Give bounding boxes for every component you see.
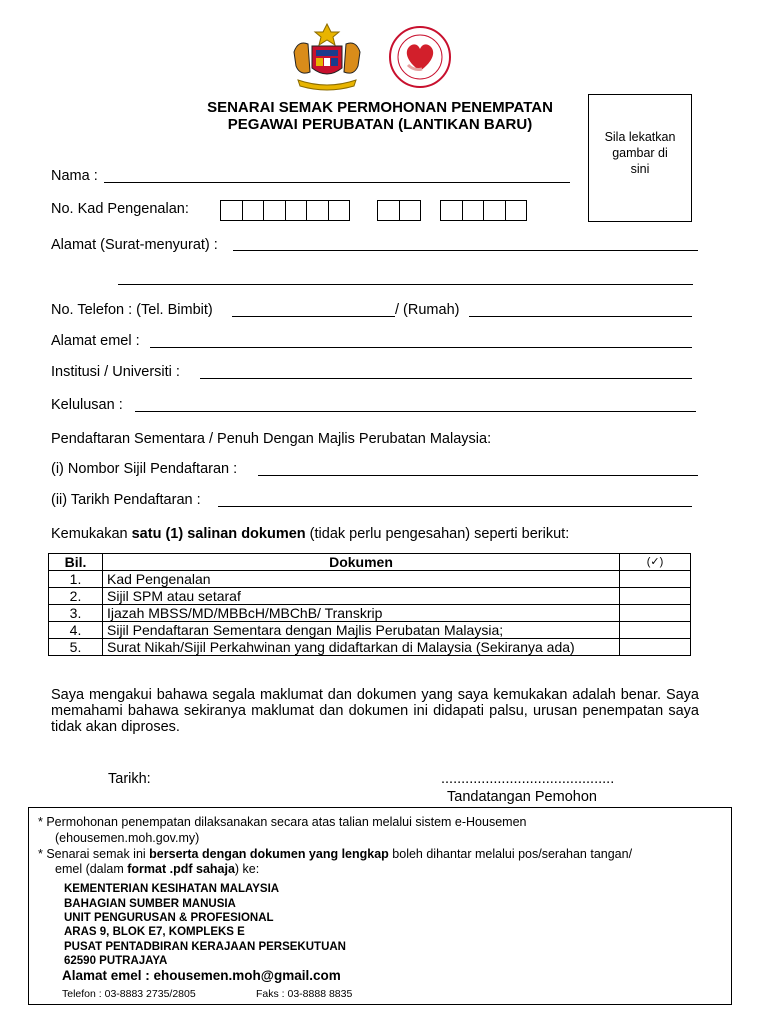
header-check: (✓) bbox=[620, 554, 691, 571]
email-line: Alamat emel : ehousemen.moh@gmail.com bbox=[62, 968, 341, 983]
table-row bbox=[49, 588, 691, 605]
ic-boxes-group-3[interactable] bbox=[440, 200, 526, 222]
row-bil: 1. bbox=[49, 571, 103, 588]
note-2-post: boleh dihantar melalui pos/serahan tangan/ bbox=[388, 847, 633, 861]
ic-box[interactable] bbox=[328, 200, 351, 221]
note-2-bold: berserta dengan dokumen yang lengkap bbox=[149, 847, 389, 861]
row-doc: Kad Pengenalan bbox=[103, 571, 620, 588]
declaration-text: Saya mengakui bahawa segala maklumat dan dokumen yang saya kemukakan adalah benar. Saya memahami bahawa sekiranya maklumat dan dokumen ini didapati palsu, urusan penempatan saya tidak akan diproses. bbox=[51, 687, 699, 735]
malaysia-coat-of-arms-icon bbox=[284, 22, 370, 92]
row-doc: Sijil Pendaftaran Sementara dengan Majlis Perubatan Malaysia; bbox=[103, 622, 620, 639]
note-1-line-2: (ehousemen.moh.gov.my) bbox=[55, 831, 200, 845]
institusi-field[interactable] bbox=[200, 378, 692, 379]
photo-text-1: Sila lekatkan bbox=[604, 130, 676, 144]
instruction-pre: Kemukakan bbox=[51, 526, 132, 542]
kelulusan-field[interactable] bbox=[135, 411, 696, 412]
emel-label: Alamat emel : bbox=[51, 333, 140, 349]
note-1-line-1: * Permohonan penempatan dilaksanakan secara atas talian melalui sistem e-Housemen bbox=[38, 815, 527, 829]
institusi-label: Institusi / Universiti : bbox=[51, 364, 180, 380]
ic-box[interactable] bbox=[285, 200, 308, 221]
address-line: UNIT PENGURUSAN & PROFESIONAL bbox=[64, 912, 274, 924]
ic-box[interactable] bbox=[242, 200, 265, 221]
ic-box[interactable] bbox=[377, 200, 400, 221]
alamat-field-1[interactable] bbox=[233, 250, 698, 251]
photo-text-3: sini bbox=[630, 162, 650, 176]
address-line: BAHAGIAN SUMBER MANUSIA bbox=[64, 898, 236, 910]
instruction-text bbox=[51, 526, 569, 542]
note-2-line-2-bold: format .pdf sahaja bbox=[127, 862, 235, 876]
kelulusan-label: Kelulusan : bbox=[51, 397, 123, 413]
row-doc: Sijil SPM atau setaraf bbox=[103, 588, 620, 605]
alamat-label: Alamat (Surat-menyurat) : bbox=[51, 237, 218, 253]
form-title-line-2: PEGAWAI PERUBATAN (LANTIKAN BARU) bbox=[227, 116, 533, 133]
table-header-row bbox=[49, 554, 691, 571]
faks-line: Faks : 03-8888 8835 bbox=[256, 988, 353, 1000]
note-2-pre: * Senarai semak ini bbox=[38, 847, 150, 861]
kementerian-kesihatan-heart-icon bbox=[388, 25, 452, 89]
row-checkbox[interactable] bbox=[620, 639, 691, 656]
tel-bimbit-field[interactable] bbox=[232, 316, 395, 317]
row-doc: Ijazah MBSS/MD/MBBcH/MBChB/ Transkrip bbox=[103, 605, 620, 622]
ic-box[interactable] bbox=[505, 200, 528, 221]
sijil-label: (i) Nombor Sijil Pendaftaran : bbox=[51, 461, 238, 477]
sijil-field[interactable] bbox=[258, 475, 698, 476]
ic-boxes-group-2[interactable] bbox=[377, 200, 420, 222]
address-line: PUSAT PENTADBIRAN KERAJAAN PERSEKUTUAN bbox=[64, 941, 346, 953]
signature-dots[interactable]: ........................................... bbox=[441, 771, 615, 787]
tel-rumah-field[interactable] bbox=[469, 316, 692, 317]
table-row bbox=[49, 571, 691, 588]
row-bil: 2. bbox=[49, 588, 103, 605]
row-bil: 4. bbox=[49, 622, 103, 639]
note-2-line-2 bbox=[55, 862, 259, 877]
pendaftaran-heading: Pendaftaran Sementara / Penuh Dengan Majlis Perubatan Malaysia: bbox=[51, 431, 492, 447]
emel-field[interactable] bbox=[150, 347, 692, 348]
header-bil: Bil. bbox=[49, 554, 103, 571]
ic-box[interactable] bbox=[220, 200, 243, 221]
table-row bbox=[49, 639, 691, 656]
address-line: 62590 PUTRAJAYA bbox=[64, 955, 168, 967]
rumah-label: / (Rumah) bbox=[395, 302, 460, 318]
row-checkbox[interactable] bbox=[620, 622, 691, 639]
address-line: ARAS 9, BLOK E7, KOMPLEKS E bbox=[64, 926, 245, 938]
ic-box[interactable] bbox=[440, 200, 463, 221]
row-bil: 3. bbox=[49, 605, 103, 622]
instruction-post: (tidak perlu pengesahan) seperti berikut: bbox=[305, 526, 570, 542]
ic-box[interactable] bbox=[462, 200, 485, 221]
tandatangan-label: Tandatangan Pemohon bbox=[447, 789, 597, 805]
header-dokumen: Dokumen bbox=[103, 554, 620, 571]
telefon-label: No. Telefon : (Tel. Bimbit) bbox=[51, 302, 213, 318]
ic-box[interactable] bbox=[399, 200, 422, 221]
nama-label: Nama : bbox=[51, 168, 98, 184]
ic-boxes-group-1[interactable] bbox=[220, 200, 349, 222]
ic-box[interactable] bbox=[306, 200, 329, 221]
tarikh-daftar-field[interactable] bbox=[218, 506, 692, 507]
ic-label: No. Kad Pengenalan: bbox=[51, 201, 189, 217]
photo-text-2: gambar di bbox=[612, 146, 668, 160]
document-checklist-table bbox=[48, 553, 691, 656]
row-checkbox[interactable] bbox=[620, 605, 691, 622]
row-doc: Surat Nikah/Sijil Perkahwinan yang didaftarkan di Malaysia (Sekiranya ada) bbox=[103, 639, 620, 656]
note-2-line-1 bbox=[38, 847, 632, 862]
address-line: KEMENTERIAN KESIHATAN MALAYSIA bbox=[64, 883, 280, 895]
tarikh-label: Tarikh: bbox=[108, 771, 151, 787]
instruction-bold: satu (1) salinan dokumen bbox=[131, 526, 306, 542]
row-checkbox[interactable] bbox=[620, 588, 691, 605]
table-row bbox=[49, 622, 691, 639]
note-2-line-2-pre: emel (dalam bbox=[55, 862, 128, 876]
ic-box[interactable] bbox=[483, 200, 506, 221]
telefon-line: Telefon : 03-8883 2735/2805 bbox=[62, 988, 196, 1000]
row-checkbox[interactable] bbox=[620, 571, 691, 588]
form-title-line-1: SENARAI SEMAK PERMOHONAN PENEMPATAN bbox=[207, 99, 553, 116]
table-row bbox=[49, 605, 691, 622]
photo-box[interactable] bbox=[588, 94, 692, 222]
tarikh-daftar-label: (ii) Tarikh Pendaftaran : bbox=[51, 492, 201, 508]
row-bil: 5. bbox=[49, 639, 103, 656]
alamat-field-2[interactable] bbox=[118, 284, 693, 285]
nama-field[interactable] bbox=[104, 182, 570, 183]
ic-box[interactable] bbox=[263, 200, 286, 221]
note-2-line-2-post: ) ke: bbox=[234, 862, 260, 876]
